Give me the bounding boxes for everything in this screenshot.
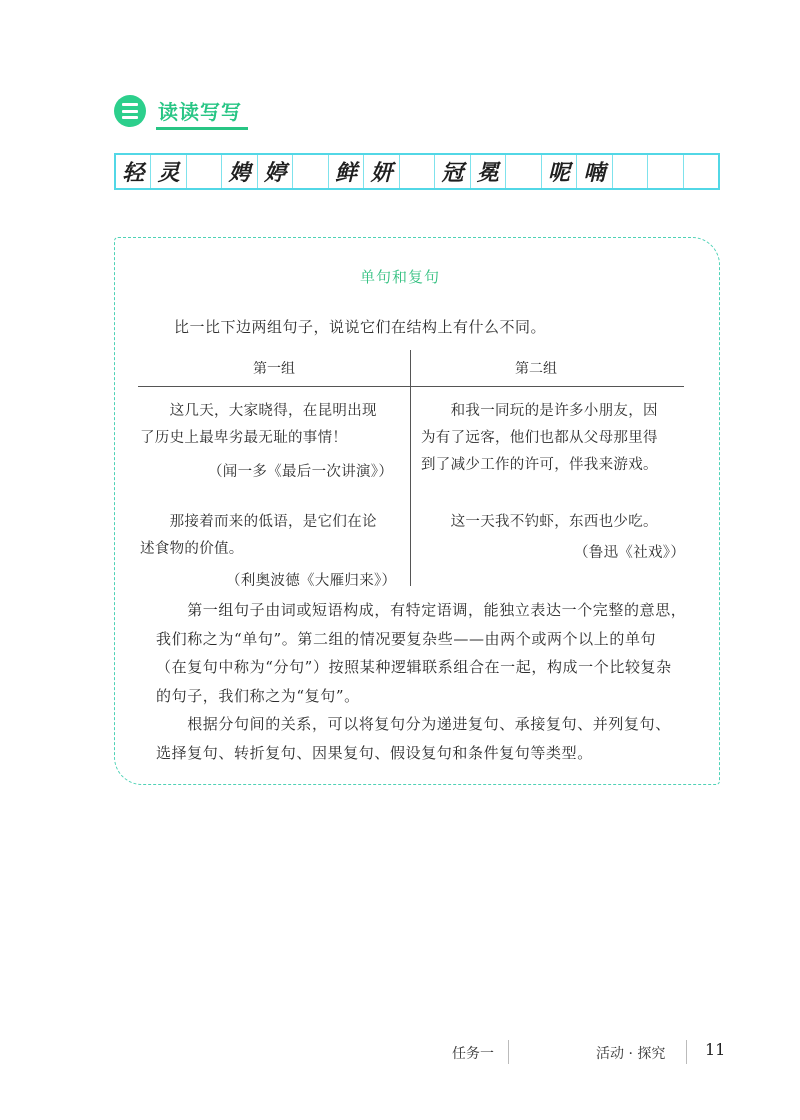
- footer-separator: [508, 1040, 509, 1064]
- grid-cell: 婷: [258, 155, 293, 188]
- grid-cell: 呢: [542, 155, 577, 188]
- grid-cell: [187, 155, 222, 188]
- table-header-group2: 第二组: [515, 361, 557, 377]
- table-divider-horizontal: [138, 386, 684, 387]
- grid-cell: 灵: [151, 155, 186, 188]
- page-number: 11: [705, 1040, 726, 1059]
- grid-cell: 鲜: [329, 155, 364, 188]
- grid-cell: [400, 155, 435, 188]
- grid-cell: [613, 155, 648, 188]
- grid-cell: 妍: [364, 155, 399, 188]
- grid-cell: 娉: [222, 155, 257, 188]
- grid-cell: 冠: [435, 155, 470, 188]
- example-sentence: 这一天我不钓虾，东西也少吃。: [421, 514, 658, 530]
- example-source: （闻一多《最后一次讲演》）: [208, 464, 394, 480]
- example-sentence: 这几天，大家晓得，在昆明出现 了历史上最卑劣最无耻的事情！: [140, 403, 377, 446]
- grid-cell: 轻: [116, 155, 151, 188]
- example-sentence: 和我一同玩的是许多小朋友，因 为有了远客，他们也都从父母那里得 到了减少工作的许可，伴我来游戏。: [421, 403, 658, 473]
- explanation-paragraph: 根据分句间的关系，可以将复句分为递进复句、承接复句、并列复句、 选择复句、转折复句、因果复句、假设复句和条件复句等类型。: [156, 715, 671, 762]
- grid-cell: 冕: [471, 155, 506, 188]
- section-title: 读读写写: [158, 100, 242, 124]
- footer-separator: [686, 1040, 687, 1064]
- example-source: （鲁迅《社戏》）: [574, 545, 686, 561]
- example-sentence: 那接着而来的低语，是它们在论 述食物的价值。: [140, 514, 377, 557]
- footer-task: 任务一: [452, 1046, 494, 1062]
- section-number-icon: [114, 95, 146, 127]
- footer-activity: 活动 · 探究: [596, 1046, 666, 1062]
- grid-cell: [506, 155, 541, 188]
- knowledge-intro: 比一比下边两组句子，说说它们在结构上有什么不同。: [174, 318, 547, 336]
- grid-cell: [684, 155, 718, 188]
- grid-cell: [293, 155, 328, 188]
- grid-cell: 喃: [577, 155, 612, 188]
- writing-grid: [114, 153, 720, 190]
- example-source: （利奥波德《大雁归来》）: [226, 573, 397, 589]
- knowledge-title: 单句和复句: [359, 268, 440, 286]
- section-title-underline: [156, 127, 248, 130]
- grid-cell: [648, 155, 683, 188]
- explanation-paragraph: 第一组句子由词或短语构成，有特定语调，能独立表达一个完整的意思， 我们称之为“单句”。第二组的情况要复杂些——由两个或两个以上的单句 （在复句中称为“分句”）按照某种逻辑联系组合在一起，构成一个比较复杂 的句子，我们称之为“复句”。: [156, 601, 687, 705]
- table-divider-vertical: [410, 350, 411, 586]
- table-header-group1: 第一组: [253, 361, 295, 377]
